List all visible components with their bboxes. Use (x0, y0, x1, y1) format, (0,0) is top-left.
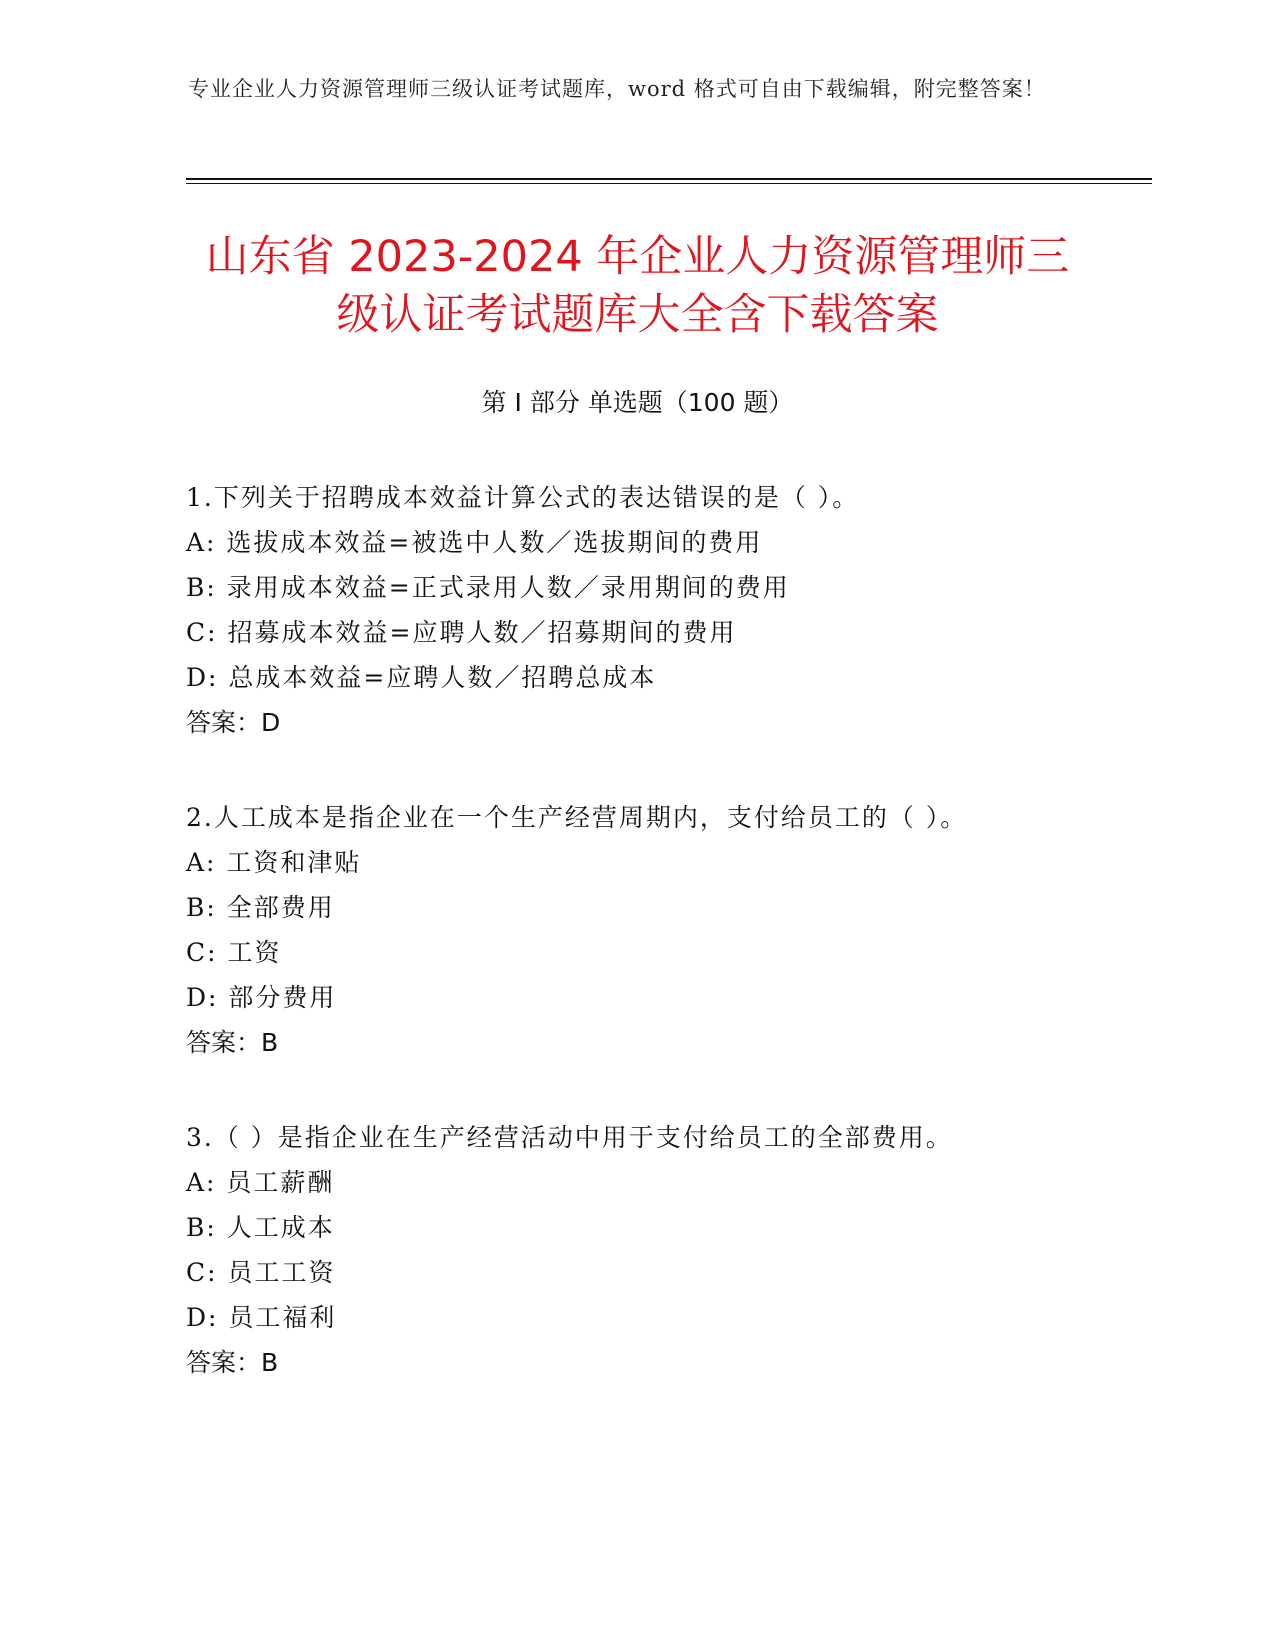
option-a: A: 员工薪酬 (186, 1168, 335, 1197)
option-c: C: 招募成本效益=应聘人数／招募期间的费用 (186, 618, 737, 647)
answer-value: B (261, 1348, 279, 1377)
answer-line (186, 1020, 1146, 1065)
answer-label: 答案： (186, 708, 262, 737)
section-heading: 第 I 部分 单选题（100 题） (481, 388, 794, 417)
option-c: C: 员工工资 (186, 1258, 336, 1287)
question-stem: 2.人工成本是指企业在一个生产经营周期内，支付给员工的（ ）。 (186, 803, 968, 832)
option-c: C: 工资 (186, 938, 282, 967)
question-3 (186, 1115, 1146, 1385)
question-1 (186, 475, 1146, 745)
question-2 (186, 795, 1146, 1065)
option-b: B: 全部费用 (186, 893, 335, 922)
option-d: D: 部分费用 (186, 983, 337, 1012)
option-b: B: 录用成本效益=正式录用人数／录用期间的费用 (186, 573, 790, 602)
document-title (150, 228, 1125, 344)
answer-label: 答案： (186, 1348, 262, 1377)
header-note: 专业企业人力资源管理师三级认证考试题库，word 格式可自由下载编辑，附完整答案！ (188, 77, 1046, 101)
option-d: D: 员工福利 (186, 1303, 337, 1332)
question-list (186, 475, 1146, 1435)
question-stem: 1.下列关于招聘成本效益计算公式的表达错误的是（ ）。 (186, 483, 860, 512)
question-stem: 3.（ ）是指企业在生产经营活动中用于支付给员工的全部费用。 (186, 1123, 953, 1152)
header-divider-thin (186, 183, 1152, 184)
document-title-line-2: 级认证考试题库大全含下载答案 (336, 290, 939, 340)
option-d: D: 总成本效益=应聘人数／招聘总成本 (186, 663, 657, 692)
option-b: B: 人工成本 (186, 1213, 335, 1242)
answer-line (186, 700, 1146, 745)
header-divider (186, 178, 1152, 180)
answer-value: B (261, 1028, 279, 1057)
option-a: A: 工资和津贴 (186, 848, 362, 877)
answer-value: D (261, 708, 281, 737)
answer-label: 答案： (186, 1028, 262, 1057)
option-a: A: 选拔成本效益=被选中人数／选拔期间的费用 (186, 528, 763, 557)
answer-line (186, 1340, 1146, 1385)
document-title-line-1: 山东省 2023-2024 年企业人力资源管理师三 (205, 232, 1070, 282)
